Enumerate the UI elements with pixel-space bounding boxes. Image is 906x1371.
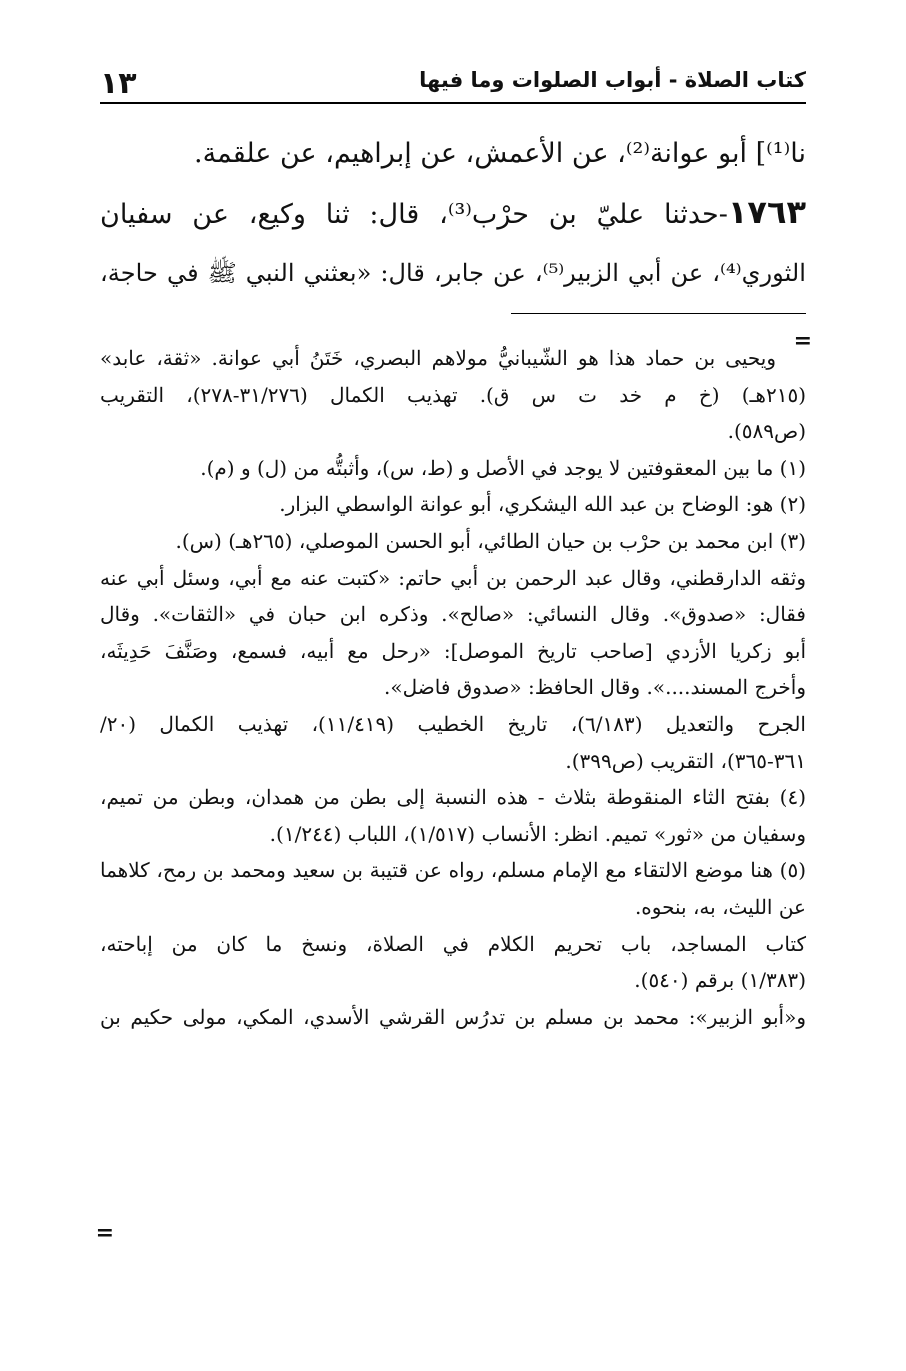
footnote-line: (٤) بفتح الثاء المنقوطة بثلاث - هذه النسبة إلى بطن من همدان، وبطن من تميم، [100, 785, 806, 810]
footnote-line: وسفيان من «ثور» تميم. انظر: الأنساب (١/٥١٧)، اللباب (١/٢٤٤). [269, 821, 806, 846]
footnote-line: الجرح والتعديل (٦/١٨٣)، تاريخ الخطيب (١١/٤١٩)، تهذيب الكمال (٢٠/ [100, 711, 806, 736]
footnote-line: (٥) هنا موضع الالتقاء مع الإمام مسلم، رواه عن قتيبة بن سعيد ومحمد بن رمح، كلاهما [100, 858, 806, 883]
main-text [100, 125, 806, 302]
page-number: ١٣ [100, 66, 137, 101]
hadith-number: ١٧٦٣ [727, 193, 806, 231]
main-line: نا⁽¹⁾] أبو عوانة⁽²⁾، عن الأعمش، عن إبراهيم، عن علقمة. [194, 138, 806, 169]
footnote-line: عن الليث، به، بنحوه. [634, 894, 806, 919]
footnote-line: (٣) ابن محمد بن حرْب بن حيان الطائي، أبو الحسن الموصلي، (٢٦٥هـ) (س). [175, 528, 806, 553]
footnote-line: و«أبو الزبير»: محمد بن مسلم بن تدرُس القرشي الأسدي، المكي، مولى حكيم بن [100, 1004, 806, 1029]
hadith-text: -حدثنا عليّ بن حرْب⁽³⁾، قال: ثنا وكيع، عن سفيان [100, 199, 728, 230]
footnote-line: كتاب المساجد، باب تحريم الكلام في الصلاة، ونسخ ما كان من إباحته، [100, 931, 806, 956]
footnote-line: وثقه الدارقطني، وقال عبد الرحمن بن أبي حاتم: «كتبت عنه مع أبي، وسئل أبي عنه [100, 565, 806, 590]
footnote-line: (١/٣٨٣) برقم (٥٤٠). [634, 968, 806, 993]
footnote-line: (ص٥٨٩). [727, 419, 806, 444]
footnote-line: ٣٦١-٣٦٥)، التقريب (ص٣٩٩). [565, 748, 806, 773]
footnote-line: (١) ما بين المعقوفتين لا يوجد في الأصل و (ط، س)، وأثبتُّه من (ل) و (م). [200, 455, 806, 480]
footnote-separator [511, 313, 806, 314]
footnote-line: ويحيى بن حماد هذا هو الشّيبانيُّ مولاهم البصري، خَتَنُ أبي عوانة. «ثقة، عابد» [100, 346, 776, 370]
main-line: الثوري⁽⁴⁾، عن أبي الزبير⁽⁵⁾، عن جابر، قال: «بعثني النبي ﷺ في حاجة، [100, 259, 806, 287]
footnote-line: (٢١٥هـ) (خ م خد ت س ق). تهذيب الكمال (٣١/٢٧٦-٢٧٨)، التقريب [100, 382, 806, 407]
footnote-line: أبو زكريا الأزدي [صاحب تاريخ الموصل]: «رحل مع أبيه، فسمع، وصَنَّفَ حَدِيثَه، [100, 638, 806, 663]
hadith-line [100, 183, 806, 244]
header-rule [100, 102, 806, 104]
page-header [92, 66, 806, 106]
continuation-mark: = [95, 1220, 114, 1246]
footnote-line: (٢) هو: الوضاح بن عبد الله اليشكري، أبو عوانة الواسطي البزار. [279, 492, 806, 517]
running-title: كتاب الصلاة - أبواب الصلوات وما فيها [419, 68, 806, 92]
footnote-line: وأخرج المسند....». وقال الحافظ: «صدوق فاضل». [384, 675, 806, 700]
footnote-line: فقال: «صدوق». وقال النسائي: «صالح». وذكره ابن حبان في «الثقات». وقال [100, 602, 806, 627]
continuation-mark: = [793, 328, 812, 354]
footnotes [100, 340, 806, 1035]
